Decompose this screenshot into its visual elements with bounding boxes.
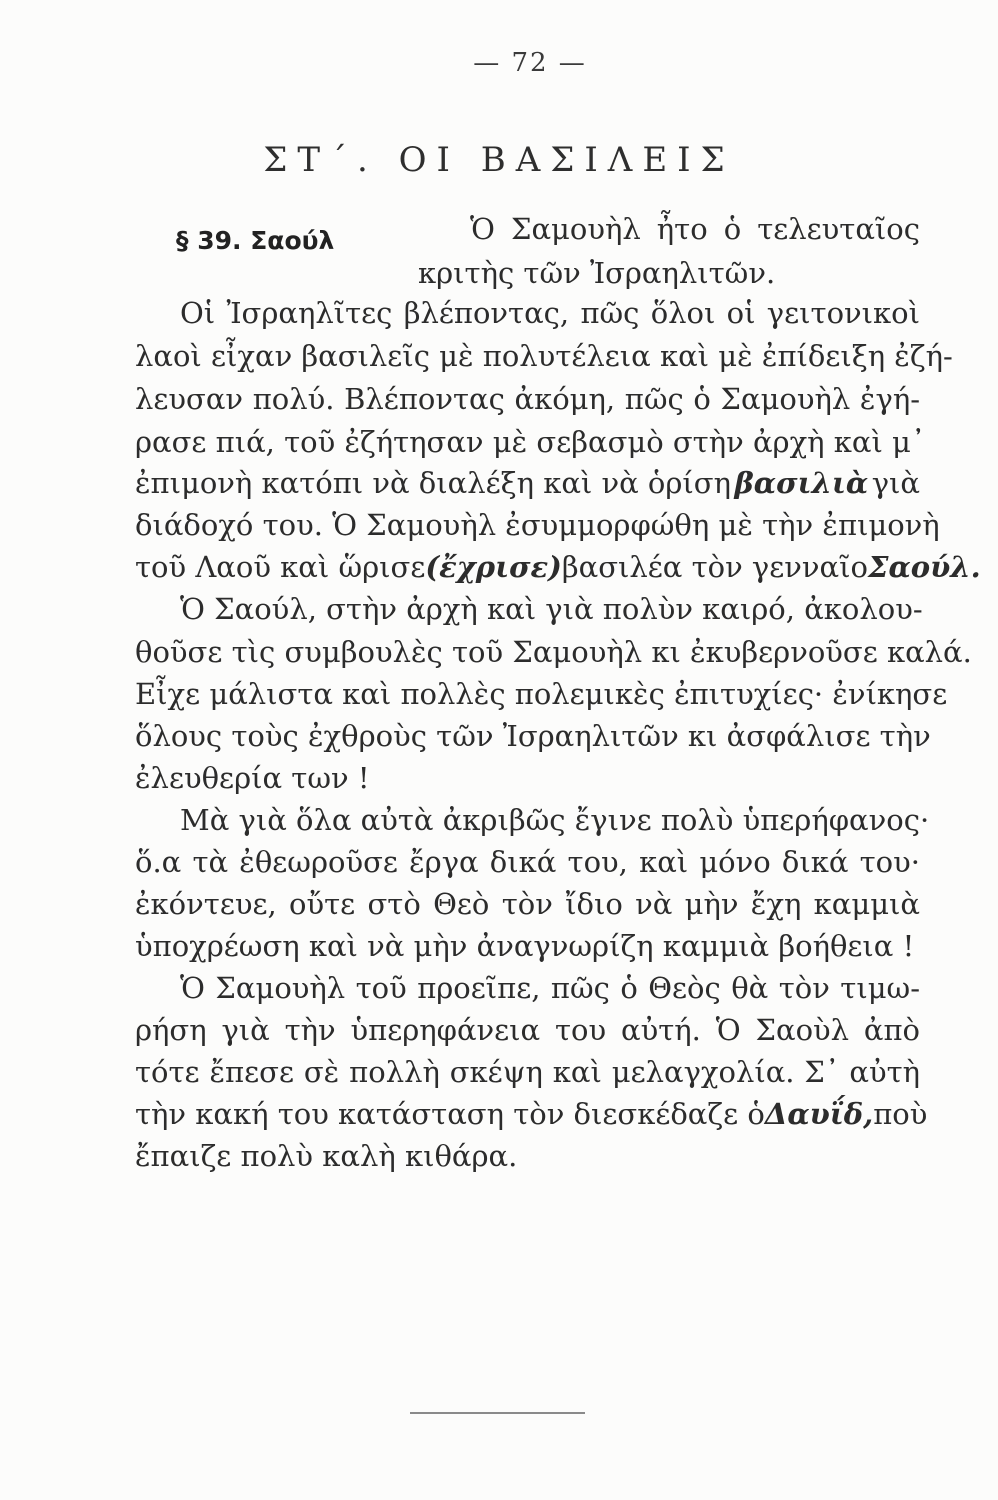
text-line-22-start: τὴν κακή του κατάσταση τὸν διεσκέδαζε ὁ [135,1097,765,1131]
text-line-22-end: ποὺ [873,1097,928,1131]
text-line-6: ρασε πιά, τοῦ ἐζήτησαν μὲ σεβασμὸ στὴν ἀρχὴ καὶ μ᾿ [135,425,926,459]
chapter-title: ΣΤ΄. ΟΙ ΒΑΣΙΛΕΙΣ [263,140,735,180]
page-number: — 72 — [473,48,587,78]
text-line-15: Μὰ γιὰ ὅλα αὐτὰ ἀκριβῶς ἔγινε πολὺ ὑπερήφανος· [180,803,930,837]
text-line-7-end: γιὰ [871,466,920,500]
text-line-13: ὅλους τοὺς ἐχθροὺς τῶν Ἰσραηλιτῶν κι ἀσφάλισε τὴν [135,719,931,753]
text-line-3: Οἱ Ἰσραηλῖτες βλέποντας, πῶς ὅλοι οἱ γειτονικοὶ [180,296,920,330]
section-label: § 39. Σαούλ [176,226,335,255]
text-line-1: Ὁ Σαμουὴλ ἦτο ὁ τελευταῖος [470,212,920,246]
emphasis-saoul: Σαούλ. [867,550,981,584]
text-line-9-start: τοῦ Λαοῦ καὶ ὥρισε [135,550,426,584]
text-line-4: λαοὶ εἶχαν βασιλεῖς μὲ πολυτέλεια καὶ μὲ ἐπίδειξη ἐζή- [135,339,953,373]
emphasis-david: Δαυΐδ, [764,1097,874,1131]
text-line-19: Ὁ Σαμουὴλ τοῦ προεῖπε, πῶς ὁ Θεὸς θὰ τὸν τιμω- [180,971,920,1005]
text-line-5: λευσαν πολύ. Βλέποντας ἀκόμη, πῶς ὁ Σαμουὴλ ἐγή- [135,382,920,416]
text-line-20: ρήση γιὰ τὴν ὑπερηφάνεια του αὐτή. Ὁ Σαοὺλ ἀπὸ [135,1013,920,1047]
text-line-23: ἔπαιζε πολὺ καλὴ κιθάρα. [135,1139,518,1173]
bottom-divider [410,1412,585,1414]
text-line-7 [135,466,920,500]
text-line-2: κριτὴς τῶν Ἰσραηλιτῶν. [418,256,776,290]
text-line-8: διάδοχό του. Ὁ Σαμουὴλ ἐσυμμορφώθη μὲ τὴν ἐπιμονὴ [135,508,940,542]
text-line-18: ὑποχρέωση καὶ νὰ μὴν ἀναγνωρίζη καμμιὰ βοήθεια ! [135,929,915,963]
text-line-22 [135,1097,928,1131]
text-line-11: θοῦσε τὶς συμβουλὲς τοῦ Σαμουὴλ κι ἐκυβερνοῦσε καλά. [135,635,972,669]
text-line-7-start: ἐπιμονὴ κατόπι νὰ διαλέξη καὶ νὰ ὁρίση [135,466,731,500]
text-line-17: ἐκόντευε, οὔτε στὸ Θεὸ τὸν ἴδιο νὰ μὴν ἔχη καμμιὰ [135,887,920,921]
emphasis-echrise: (ἔχρισε) [425,550,562,584]
emphasis-basilia: βασιλιὰ [734,466,869,500]
text-line-9-middle: βασιλέα τὸν γενναῖο [561,550,868,584]
text-line-9 [135,550,981,584]
text-line-12: Εἶχε μάλιστα καὶ πολλὲς πολεμικὲς ἐπιτυχίες· ἐνίκησε [135,677,948,711]
text-line-10: Ὁ Σαούλ, στὴν ἀρχὴ καὶ γιὰ πολὺν καιρό, ἀκολου- [180,592,923,626]
text-line-21: τότε ἔπεσε σὲ πολλὴ σκέψη καὶ μελαγχολία. Σ᾿ αὐτὴ [135,1055,920,1089]
text-line-16: ὅ.α τὰ ἐθεωροῦσε ἔργα δικά του, καὶ μόνο δικά του· [135,845,920,879]
text-line-14: ἐλευθερία των ! [135,761,370,795]
